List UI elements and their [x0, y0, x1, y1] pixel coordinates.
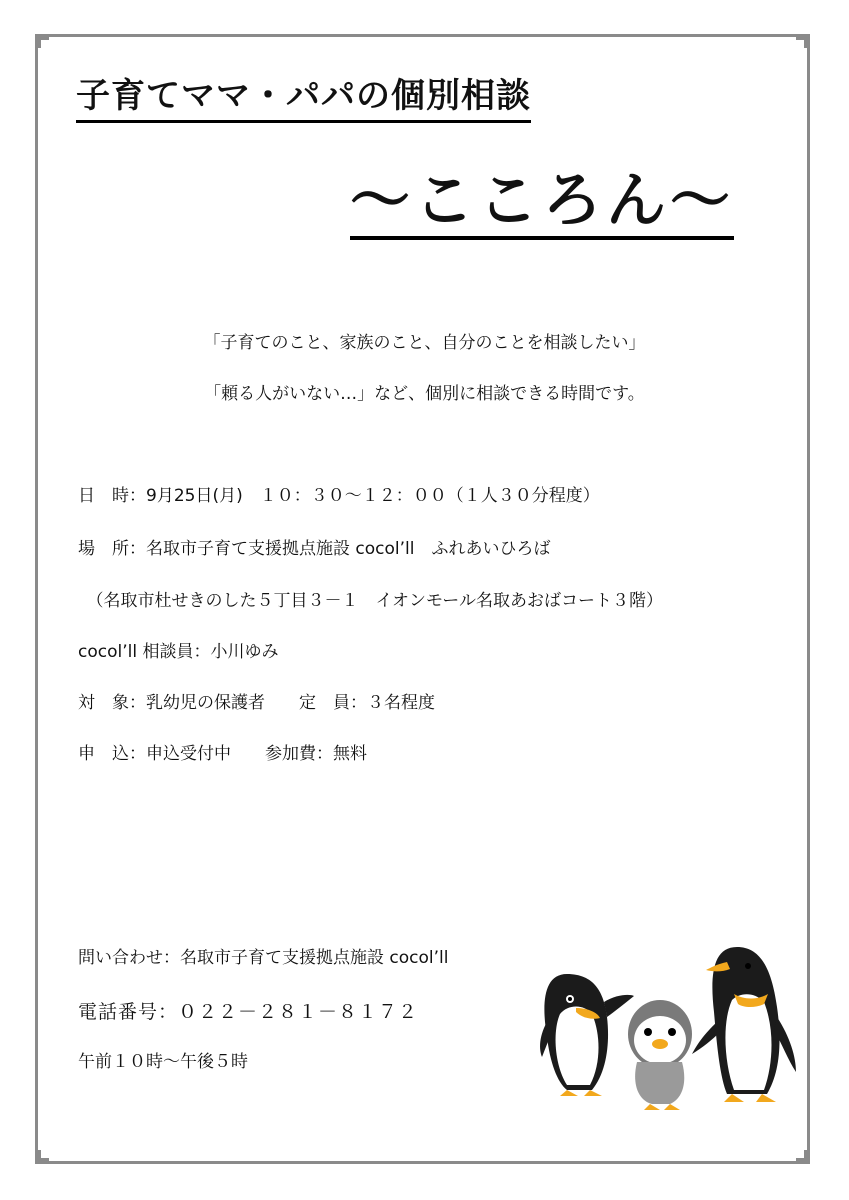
event-name: ～こころん～: [350, 168, 734, 240]
penguin-left-icon: [540, 974, 634, 1096]
border-corner: [796, 34, 810, 48]
intro-line: 「子育てのこと、家族のこと、自分のことを相談したい」: [203, 333, 646, 353]
penguin-illustration: [512, 922, 806, 1114]
penguin-right-icon: [692, 947, 796, 1102]
border-corner: [35, 34, 49, 48]
penguin-chick-icon: [628, 1000, 692, 1110]
address-text: （名取市杜せきのした５丁目３－１ イオンモール名取あおばコート３階）: [78, 591, 663, 611]
counselor-text: cocol’ll 相談員：小川ゆみ: [78, 642, 279, 662]
inquiry-text: 問い合わせ：名取市子育て支援拠点施設 cocol’ll: [78, 948, 449, 968]
office-hours: 午前１０時～午後５時: [78, 1052, 248, 1072]
place-text: 場 所：名取市子育て支援拠点施設 cocol’ll ふれあいひろば: [78, 539, 551, 559]
datetime-text: 日 時：9月25日(月) １０：３０～１２：００（１人３０分程度）: [78, 486, 600, 506]
target-capacity-text: 対 象：乳幼児の保護者 定 員：３名程度: [78, 693, 435, 713]
application-fee-text: 申 込：申込受付中 参加費：無料: [78, 744, 367, 764]
phone-number: 電話番号：０２２－２８１－８１７２: [78, 1001, 419, 1023]
page-title: 子育てママ・パパの個別相談: [76, 74, 531, 123]
border-corner: [796, 1150, 810, 1164]
intro-line: 「頼る人がいない…」など、個別に相談できる時間です。: [204, 384, 645, 404]
penguin-family-icon: [512, 922, 806, 1114]
border-corner: [35, 1150, 49, 1164]
